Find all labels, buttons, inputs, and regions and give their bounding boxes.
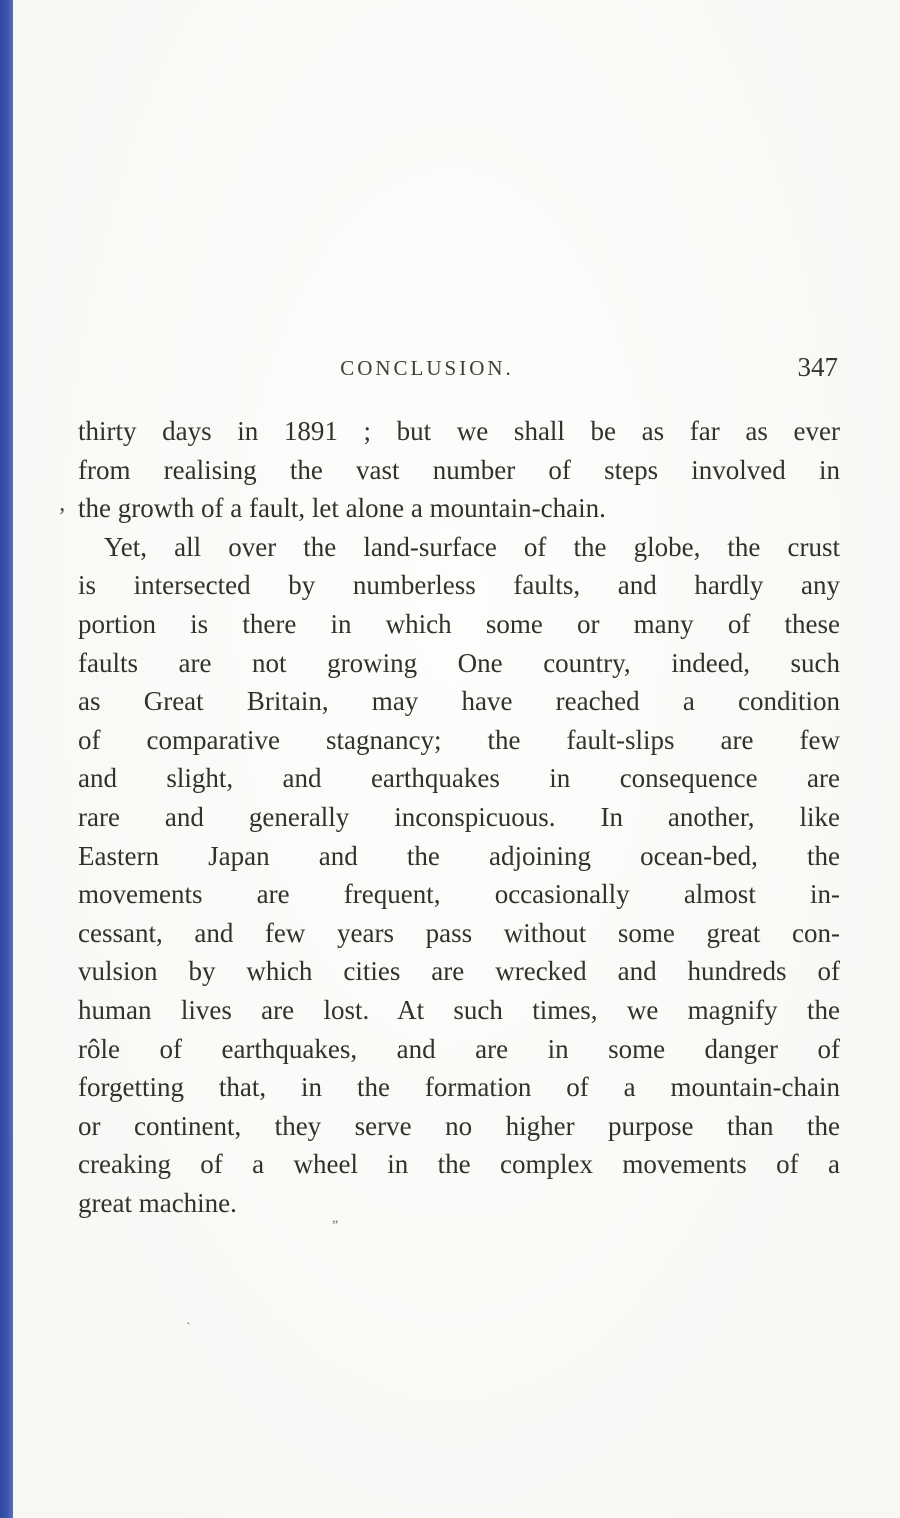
text-line: Yet, all over the land-surface of the globe, the crust	[104, 531, 840, 562]
running-title: CONCLUSION.	[340, 356, 514, 380]
text-line: as Great Britain, may have reached a condition	[78, 686, 840, 717]
ink-speck: ’	[58, 504, 66, 530]
text-line: movements are frequent, occasionally almost in-	[78, 879, 840, 910]
text-line: rare and generally inconspicuous. In another, like	[78, 801, 840, 832]
page-header	[78, 352, 840, 392]
page-number: 347	[797, 352, 838, 382]
text-line: the growth of a fault, let alone a mountain-chain.	[78, 493, 606, 524]
text-line: Eastern Japan and the adjoining ocean-bed, the	[78, 840, 840, 871]
text-line: great machine.	[78, 1187, 237, 1218]
text-line: human lives are lost. At such times, we magnify the	[78, 994, 840, 1025]
text-line: cessant, and few years pass without some great con-	[78, 917, 840, 948]
text-line: is intersected by numberless faults, and hardly any	[78, 570, 840, 601]
paragraph	[78, 528, 840, 1223]
ink-speck: „	[332, 1211, 339, 1226]
ink-speck: `	[186, 1321, 191, 1336]
book-spine-strip	[0, 0, 13, 1518]
text-line: creaking of a wheel in the complex movements of a	[78, 1149, 840, 1180]
text-line: forgetting that, in the formation of a mountain-chain	[78, 1072, 840, 1103]
text-line: portion is there in which some or many of these	[78, 608, 840, 639]
text-line: thirty days in 1891 ; but we shall be as far as ever	[78, 416, 840, 446]
text-line: vulsion by which cities are wrecked and hundreds of	[78, 956, 840, 987]
page-content	[78, 352, 840, 1222]
text-block	[78, 412, 840, 1222]
text-line: faults are not growing One country, indeed, such	[78, 647, 840, 678]
text-line: or continent, they serve no higher purpose than the	[78, 1110, 840, 1141]
text-line: of comparative stagnancy; the fault-slips are few	[78, 724, 840, 755]
text-line: from realising the vast number of steps involved in	[78, 454, 840, 485]
paragraph	[78, 412, 840, 528]
text-line: and slight, and earthquakes in consequence are	[78, 763, 840, 794]
text-line: rôle of earthquakes, and are in some danger of	[78, 1033, 840, 1064]
